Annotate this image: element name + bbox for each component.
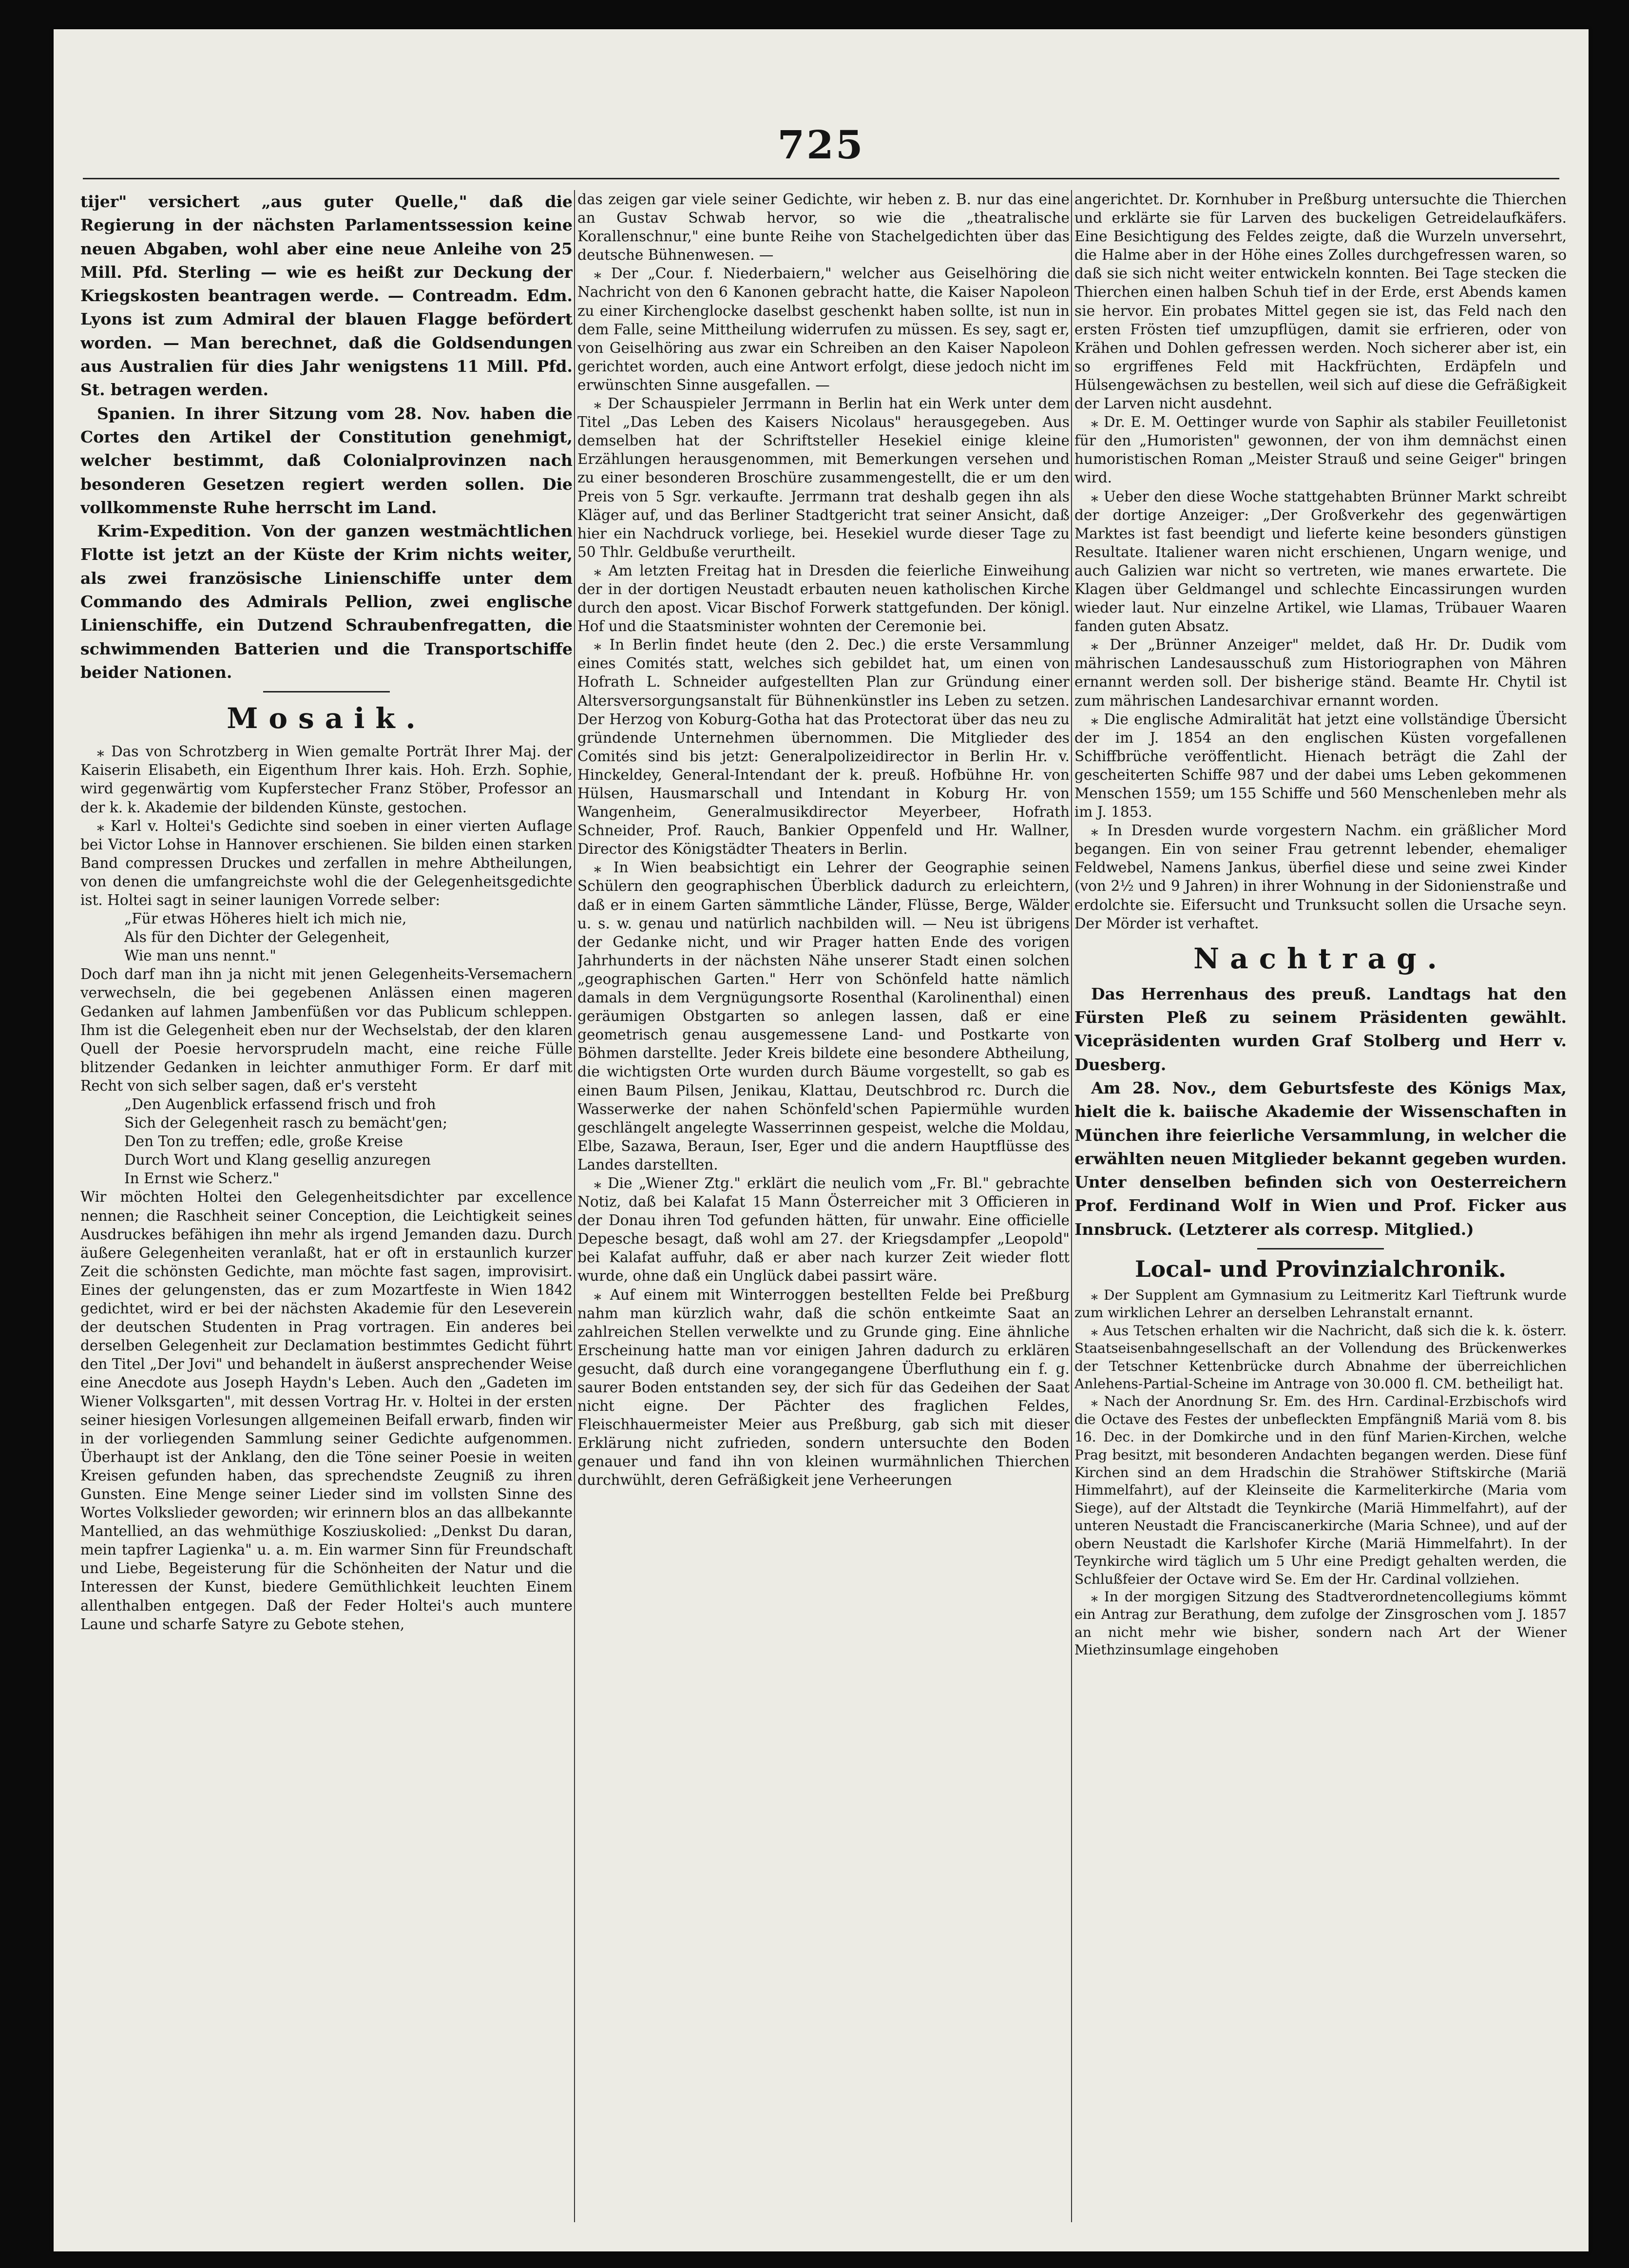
- poem-line: „Den Augenblick erfassend frisch und froh: [124, 1096, 436, 1113]
- poem-line: Den Ton zu treffen; edle, große Kreise: [124, 1133, 403, 1150]
- article: Doch darf man ihn ja nicht mit jenen Gelegenheits-Versemachern verwechseln, die bei gegebenen Anlässen einen mageren Gedanken auf lahmen Jambenfüßen vor das Publicum schleppen. Ihm ist die Gelegenheit eben nur der Wechselstab, der den klaren Quell der Poesie hervorsprudeln macht, eine reiche Fülle blitzender Gedanken in leichter anmuthiger Form. Er darf mit Recht von sich selber sagen, daß er's versteht: [80, 966, 573, 1094]
- article: ⁎ In Dresden wurde vorgestern Nachm. ein gräßlicher Mord begangen. Ein von seiner Frau getrennt lebender, ehemaliger Feldwebel, Namens Jankus, überfiel diese und seine zwei Kinder (von 2½ und 9 Jahren) in ihrer Wohnung in der Sidonienstraße und erdolchte sie. Eifersucht und Trunksucht sollen die Ursache seyn. Der Mörder ist verhaftet.: [1074, 822, 1567, 932]
- poem-line: Als für den Dichter der Gelegenheit,: [124, 929, 390, 946]
- article: ⁎ In Wien beabsichtigt ein Lehrer der Geographie seinen Schülern den geographischen Überblick dadurch zu erleichtern, daß er in einem Garten sämmtliche Länder, Flüsse, Berge, Wälder u. s. w. genau und natürlich nachbilden will. — Neu ist übrigens der Gedanke nicht, und wir Prager hatten Ende des vorigen Jahrhunderts in der nächsten Nähe unserer Stadt einen solchen „geographischen Garten." Herr von Schönfeld hatte nämlich damals in dem Vergnügungsorte Rosenthal (Karolinenthal) einen geräumigen Obstgarten so anlegen lassen, daß er eine geometrisch genau ausgemessene Land- und Postkarte von Böhmen darstellte. Jeder Kreis bildete eine besondere Abtheilung, die wichtigsten Orte wurden durch Bäume vorgestellt, so gab es einen Baum Pilsen, Jenikau, Klattau, Deutschbrod rc. Durch die Wasserwerke der nahen Schönfeld'schen Papiermühle wurden geschlängelt angelegte Wasserrinnen gespeist, welche die Moldau, Elbe, Sazawa, Beraun, Iser, Eger und die andern Hauptflüsse des Landes darstellten.: [577, 859, 1070, 1173]
- article: ⁎ Der „Cour. f. Niederbaiern," welcher aus Geiselhöring die Nachricht von den 6 Kanonen gebracht hatte, die Kaiser Napoleon zu einer Kirchenglocke daselbst geschenkt haben sollte, ist nun in dem Falle, seine Mittheilung widerrufen zu müssen. Es sey, sagt er, von Geiselhöring aus zwar ein Schreiben an den Kaiser Napoleon gerichtet worden, auch eine Antwort erfolgt, diese jedoch nicht im erwünschten Sinne ausgefallen. —: [577, 265, 1070, 393]
- article: ⁎ Die „Wiener Ztg." erklärt die neulich vom „Fr. Bl." gebrachte Notiz, daß bei Kalafat 15 Mann Österreicher mit 3 Officieren in der Donau ihren Tod gefunden hätten, für unwahr. Eine officielle Depesche besagt, daß wohl am 27. der Kriegsdampfer „Leopold" bei Kalafat auffuhr, daß er aber nach kurzer Zeit wieder flott wurde, ohne daß ein Unglück dabei passirt wäre.: [577, 1174, 1070, 1285]
- article: Wir möchten Holtei den Gelegenheitsdichter par excellence nennen; die Raschheit seiner Conception, die Leichtigkeit seines Ausdruckes befähigen ihn mehr als irgend Jemanden dazu. Durch äußere Gelegenheiten veranlaßt, hat er oft in erstaunlich kurzer Zeit die schönsten Gedichte, man möchte fast sagen, improvisirt. Eines der gelungensten, das er zum Mozartfeste in Wien 1842 gedichtet, wird er bei der nächsten Akademie für den Leseverein der deutschen Studenten in Prag vortragen. Ein anderes bei derselben Gelegenheit zur Declamation bestimmtes Gedicht führt den Titel „Der Jovi" und behandelt in äußerst ansprechender Weise eine Anecdote aus Joseph Haydn's Leben. Auch den „Gadeten im Wiener Volksgarten", mit dessen Vortrag Hr. v. Holtei in der ersten seiner hiesigen Vorlesungen allgemeinen Beifall erwarb, finden wir in der vorliegenden Sammlung seiner Gedichte aufgenommen. Überhaupt ist der Anklang, den die Töne seiner Poesie in weiten Kreisen gefunden haben, das sprechendste Zeugniß zu ihren Gunsten. Eine Menge seiner Lieder sind im vollsten Sinne des Wortes Volkslieder geworden; wir erinnern blos an das allbekannte Mantellied, an das wehmüthige Kosziuskolied: „Denkst Du daran, mein tapfrer Lagienka" u. a. m. Ein warmer Sinn für Freundschaft und Liebe, Begeisterung für die Schönheiten der Natur und die Interessen der Kunst, biedere Gemüthlichkeit leuchten Einem allenthalben entgegen. Daß der Feder Holtei's auch muntere Laune und scharfe Satyre zu Gebote stehen,: [80, 1189, 573, 1633]
- poem-line: In Ernst wie Scherz.": [124, 1170, 280, 1187]
- mosaik-heading: Mosaik.: [227, 702, 426, 735]
- poem-line: „Für etwas Höheres hielt ich mich nie,: [124, 910, 407, 927]
- article: ⁎ Aus Tetschen erhalten wir die Nachricht, daß sich die k. k. österr. Staatseisenbahngesellschaft an der Vollendung des Brückenwerkes der Tetschner Kettenbrücke durch Abnahme der überreichlichen Anlehens-Partial-Scheine im Antrage von 30.000 fl. CM. betheiligt hat.: [1074, 1322, 1567, 1392]
- article: ⁎ Die englische Admiralität hat jetzt eine vollständige Übersicht der im J. 1854 an den englischen Küsten vorgefallenen Schiffbrüche veröffentlicht. Hienach beträgt die Zahl der gescheiterten Schiffe 987 und der dabei ums Leben gekommenen Menschen 1559; um 155 Schiffe und 560 Menschenleben mehr als im J. 1853.: [1074, 711, 1567, 821]
- poem-line: Sich der Gelegenheit rasch zu bemächt'gen;: [124, 1115, 448, 1132]
- column-middle: [577, 190, 1070, 2222]
- article: ⁎ Nach der Anordnung Sr. Em. des Hrn. Cardinal-Erzbischofs wird die Octave des Festes der unbefleckten Empfängniß Mariä vom 8. bis 16. Dec. in der Domkirche und in den fünf Marien-Kirchen, welche Prag besitzt, mit besonderen Andachten begangen werden. Diese fünf Kirchen sind an dem Hradschin die Strahöwer Stiftskirche (Mariä Himmelfahrt), auf der Kleinseite die Karmeliterkirche (Maria vom Siege), auf der Altstadt die Teynkirche (Mariä Himmelfahrt), auf der unteren Neustadt die Franciscanerkirche (Maria Schnee), und auf der obern Neustadt die Karlshofer Kirche (Mariä Himmelfahrt). In der Teynkirche wird täglich um 5 Uhr eine Predigt gehalten werden, die Schlußfeier der Octave wird Se. Em der Hr. Cardinal vollziehen.: [1074, 1393, 1567, 1587]
- newspaper-page: [54, 29, 1589, 2251]
- article: ⁎ Der Schauspieler Jerrmann in Berlin hat ein Werk unter dem Titel „Das Leben des Kaisers Nicolaus" herausgegeben. Aus demselben hat der Schriftsteller Hesekiel einige kleine Erzählungen herausgenommen, mit Bemerkungen versehen und zu einer besonderen Broschüre zusammengestellt, die er um den Preis von 5 Sgr. verkaufte. Jerrmann trat deshalb gegen ihn als Kläger auf, und das Berliner Stadtgericht trat seiner Ansicht, daß hier ein Nachdruck vorliege, bei. Hesekiel wurde dieser Tage zu 50 Thlr. Geldbuße verurtheilt.: [577, 395, 1070, 560]
- article: ⁎ Karl v. Holtei's Gedichte sind soeben in einer vierten Auflage bei Victor Lohse in Hannover erschienen. Sie bilden einen starken Band compressen Druckes und zerfallen in mehre Abtheilungen, von denen die umfangreichste wohl die der Gelegenheitsgedichte ist. Holtei sagt in seiner launigen Vorrede selber:: [80, 817, 573, 908]
- nachtrag-article: Am 28. Nov., dem Geburtsfeste des Königs Max, hielt die k. baiische Akademie der Wissenschaften in München ihre feierliche Versammlung, in welcher die erwählten neuen Mitglieder bekannt gegeben wurden. Unter denselben befinden sich von Oesterreichern Prof. Ferdinand Wolf in Wien und Prof. Ficker aus Innsbruck. (Letzterer als corresp. Mitglied.): [1074, 1078, 1567, 1239]
- krim-expedition-news: Krim-Expedition. Von der ganzen westmächtlichen Flotte ist jetzt an der Küste der Krim nichts weiter, als zwei französische Linienschiffe unter dem Commando des Admirals Pellion, zwei englische Linienschiffe, ein Dutzend Schraubenfregatten, die schwimmenden Batterien und die Transportschiffe beider Nationen.: [80, 521, 573, 682]
- column-right: [1074, 190, 1567, 2222]
- section-divider: [263, 691, 390, 692]
- article: das zeigen gar viele seiner Gedichte, wir heben z. B. nur das eine an Gustav Schwab hervor, so wie die „theatralische Korallenschnur," eine bunte Reihe von Stachelgedichten über das deutsche Bühnenwesen. —: [577, 191, 1070, 264]
- article: ⁎ Das von Schrotzberg in Wien gemalte Porträt Ihrer Maj. der Kaiserin Elisabeth, ein Eigenthum Ihrer kais. Hoh. Erzh. Sophie, wird gegenwärtig vom Kupferstecher Franz Stöber, Professor an der k. k. Akademie der bildenden Künste, gestochen.: [80, 743, 573, 816]
- england-news: tijer" versichert „aus guter Quelle," daß die Regierung in der nächsten Parlamentssession keine neuen Abgaben, wohl aber eine neue Anleihe von 25 Mill. Pfd. Sterling — wie es heißt zur Deckung der Kriegskosten beantragen werde. — Contreadm. Edm. Lyons ist zum Admiral der blauen Flagge befördert worden. — Man berechnet, daß die Goldsendungen aus Australien für dies Jahr wenigstens 11 Mill. Pfd. St. betragen werden.: [80, 192, 573, 400]
- page-number: 725: [777, 122, 865, 168]
- article: ⁎ Am letzten Freitag hat in Dresden die feierliche Einweihung der in der dortigen Neustadt erbauten neuen katholischen Kirche durch den apost. Vicar Bischof Forwerk stattgefunden. Der königl. Hof und die Staatsminister wohnten der Ceremonie bei.: [577, 562, 1070, 635]
- article: ⁎ Dr. E. M. Oettinger wurde von Saphir als stabiler Feuilletonist für den „Humoristen" gewonnen, der von ihm demnächst einen humoristischen Roman „Meister Strauß und seine Geiger" bringen wird.: [1074, 414, 1567, 486]
- article: ⁎ Auf einem mit Winterroggen bestellten Felde bei Preßburg nahm man kürzlich wahr, daß die schön entkeimte Saat an zahlreichen Stellen verwelkte und zu Grunde ging. Eine ähnliche Erscheinung hatte man vor einigen Jahren dadurch zu erklären gesucht, daß durch eine vorangegangene Überfluthung ein f. g. saurer Boden entstanden sey, der sich für das Gedeihen der Saat nicht eigne. Der Pächter des fraglichen Feldes, Fleischhauermeister Meier aus Preßburg, gab sich mit dieser Erklärung nicht zufrieden, sondern untersuchte den Boden genauer und fand ihn von kleinen wurmähnlichen Thierchen durchwühlt, deren Gefräßigkeit jene Verheerungen: [577, 1286, 1070, 1489]
- column-left: [80, 190, 573, 2222]
- poem-line: Wie man uns nennt.": [124, 947, 276, 964]
- column-divider: [1071, 190, 1072, 2222]
- local-chronicle-heading: Local- und Provinzialchronik.: [1135, 1256, 1506, 1283]
- poem-quote: [80, 909, 573, 965]
- poem-line: Durch Wort und Klang gesellig anzuregen: [124, 1152, 431, 1169]
- article: ⁎ In Berlin findet heute (den 2. Dec.) die erste Versammlung eines Comités statt, welches sich gebildet hat, um einen von Hofrath L. Schneider aufgestellten Plan zur Gründung einer Altersversorgungsanstalt für Bühnenkünstler ins Leben zu setzen. Der Herzog von Koburg-Gotha hat das Protectorat über das neu zu gründende Unternehmen übernommen. Die Mitglieder des Comités sind bis jetzt: Generalpolizeidirector in Berlin Hr. v. Hinckeldey, General-Intendant der k. preuß. Hofbühne Hr. von Hülsen, Hausmarschall und Intendant in Koburg Hr. von Wangenheim, Generalmusikdirector Meyerbeer, Hofrath Schneider, Prof. Rauch, Bankier Oppenfeld und Hr. Wallner, Director des Königstädter Theaters in Berlin.: [577, 636, 1070, 858]
- article: angerichtet. Dr. Kornhuber in Preßburg untersuchte die Thierchen und erklärte sie für Larven des buckeligen Getreidelaufkäfers. Eine Besichtigung des Feldes zeigte, daß die Wurzeln unversehrt, die Halme aber in der Höhe eines Zolles durchgefressen waren, so daß sie sich nicht weiter entwickeln konnten. Bei Tage stecken die Thierchen einen halben Schuh tief in der Erde, erst Abends kamen sie hervor. Ein probates Mittel gegen sie ist, das Feld nach den ersten Frösten tief umzupflügen, damit sie erfrieren, oder von Krähen und Dohlen gefressen werden. Noch sicherer aber ist, ein so ergriffenes Feld mit Hackfrüchten, Erdäpfeln und Hülsengewächsen zu bestellen, weil sich auf diese die Gefräßigkeit der Larven nicht ausdehnt.: [1074, 191, 1567, 412]
- article: ⁎ Der „Brünner Anzeiger" meldet, daß Hr. Dr. Dudik vom mährischen Landesausschuß zum Historiographen von Mähren ernannt werden soll. Der bisherige ständ. Beamte Hr. Chytil ist zum mährischen Landesarchivar ernannt worden.: [1074, 636, 1567, 709]
- article: ⁎ Der Supplent am Gymnasium zu Leitmeritz Karl Tieftrunk wurde zum wirklichen Lehrer an derselben Lehranstalt ernannt.: [1074, 1287, 1567, 1321]
- header-rule: [83, 178, 1559, 179]
- column-divider: [574, 190, 575, 2222]
- nachtrag-heading: Nachtrag.: [1193, 942, 1448, 975]
- nachtrag-article: Das Herrenhaus des preuß. Landtags hat den Fürsten Pleß zu seinem Präsidenten gewählt. Vicepräsidenten wurden Graf Stolberg und Herr v. Duesberg.: [1074, 984, 1567, 1074]
- poem-quote: [80, 1095, 573, 1188]
- article: ⁎ Ueber den diese Woche stattgehabten Brünner Markt schreibt der dortige Anzeiger: „Der Großverkehr des gegenwärtigen Marktes ist fast beendigt und lieferte keine besonders günstigen Resultate. Italiener waren nicht erschienen, Ungarn wenige, und auch Galizien war nicht so vertreten, wie manes erwartete. Die Klagen über Geldmangel und schlechte Eincassirungen wurden wieder laut. Nur einzelne Artikel, wie Llamas, Trübauer Waaren fanden guten Absatz.: [1074, 488, 1567, 635]
- section-divider: [1257, 1248, 1384, 1249]
- spain-news: Spanien. In ihrer Sitzung vom 28. Nov. haben die Cortes den Artikel der Constitution genehmigt, welcher bestimmt, daß Colonialprovinzen nach besonderen Gesetzen regiert werden sollen. Die vollkommenste Ruhe herrscht im Land.: [80, 404, 573, 517]
- article: ⁎ In der morgigen Sitzung des Stadtverordnetencollegiums kömmt ein Antrag zur Berathung, dem zufolge der Zinsgroschen vom J. 1857 an nicht mehr wie bisher, sondern nach Art der Wiener Miethzinsumlage eingehoben: [1074, 1588, 1567, 1658]
